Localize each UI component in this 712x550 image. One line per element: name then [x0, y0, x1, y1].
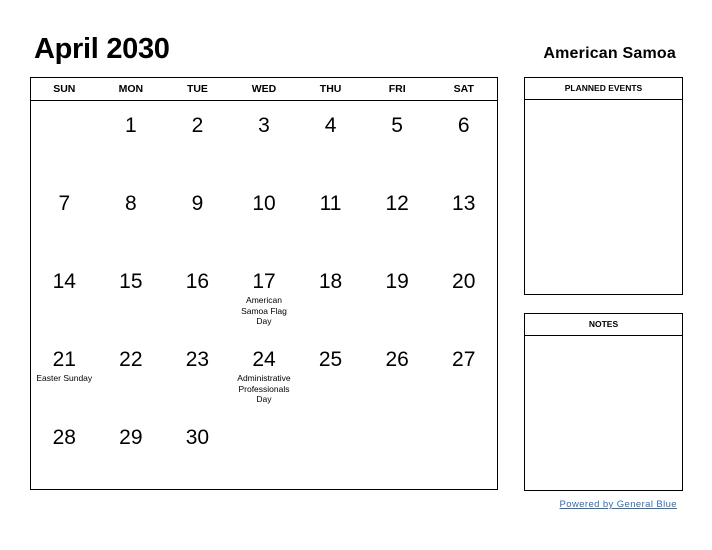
day-cell	[31, 256, 98, 334]
day-number: 11	[319, 192, 342, 215]
weekday-fri: FRI	[388, 83, 406, 95]
day-number: 24	[252, 348, 276, 371]
day-cell	[430, 256, 497, 334]
day-cell	[98, 100, 165, 178]
holiday-label: Administrative Professionals Day	[237, 373, 291, 404]
weekday-tue: TUE	[186, 83, 208, 95]
day-number: 23	[185, 348, 210, 371]
day-cell	[364, 178, 431, 256]
day-cell	[98, 256, 165, 334]
day-number: 9	[191, 192, 204, 215]
day-number: 26	[385, 348, 409, 371]
page-title: April 2030	[34, 33, 170, 65]
day-cell	[430, 412, 497, 490]
day-number: 14	[52, 270, 76, 293]
day-cell	[164, 334, 231, 412]
day-cell	[297, 334, 364, 412]
notes-panel	[524, 313, 683, 491]
day-number: 3	[258, 114, 270, 137]
day-number: 13	[452, 192, 476, 215]
day-cell	[31, 100, 98, 178]
day-number: 8	[125, 192, 137, 215]
day-cell	[430, 178, 497, 256]
day-number: 21	[52, 348, 76, 371]
day-number: 2	[191, 114, 204, 137]
planned-events-heading: PLANNED EVENTS	[525, 78, 682, 100]
day-number: 18	[318, 270, 343, 293]
day-cell	[297, 178, 364, 256]
weekday-thu: THU	[319, 83, 342, 95]
day-cell	[231, 412, 298, 490]
day-cell	[231, 256, 298, 334]
day-cell	[164, 412, 231, 490]
day-number: 5	[391, 114, 403, 137]
day-number: 25	[318, 348, 343, 371]
day-number: 15	[119, 270, 143, 293]
day-number: 20	[452, 270, 476, 293]
day-cell	[98, 334, 165, 412]
day-cell	[430, 334, 497, 412]
weekday-sun: SUN	[53, 83, 76, 95]
region-label: American Samoa	[543, 45, 676, 62]
day-number: 16	[185, 270, 210, 293]
day-cell	[231, 178, 298, 256]
notes-heading: NOTES	[525, 314, 682, 336]
day-cell	[364, 412, 431, 490]
holiday-label: American Samoa Flag Day	[241, 295, 287, 326]
weekday-sat: SAT	[453, 83, 474, 95]
day-cell	[231, 334, 298, 412]
day-cell	[297, 100, 364, 178]
day-number: 1	[125, 114, 137, 137]
day-cell	[98, 412, 165, 490]
day-cell	[364, 100, 431, 178]
weekday-header-row	[31, 78, 497, 101]
weekday-mon: MON	[118, 83, 144, 95]
day-cell	[31, 178, 98, 256]
holiday-label: Easter Sunday	[36, 373, 93, 383]
day-number: 4	[324, 114, 337, 137]
day-cell	[297, 256, 364, 334]
day-cell	[164, 100, 231, 178]
day-cell	[231, 100, 298, 178]
day-number: 27	[452, 348, 476, 371]
day-number: 10	[252, 192, 276, 215]
weekday-wed: WED	[251, 83, 277, 95]
day-number: 19	[385, 270, 409, 293]
day-number: 28	[52, 426, 76, 449]
day-cell	[430, 100, 497, 178]
day-number: 7	[58, 192, 71, 215]
day-number: 12	[385, 192, 409, 215]
powered-by-link[interactable]: Powered by General Blue	[559, 499, 677, 510]
planned-events-panel	[524, 77, 683, 295]
day-cell	[364, 256, 431, 334]
day-cell	[164, 256, 231, 334]
day-cell	[98, 178, 165, 256]
day-cell	[31, 412, 98, 490]
day-number: 29	[119, 426, 143, 449]
day-cell	[164, 178, 231, 256]
day-cell	[297, 412, 364, 490]
day-number: 6	[457, 114, 470, 137]
day-cell	[31, 334, 98, 412]
month-calendar	[30, 77, 498, 490]
day-cell	[364, 334, 431, 412]
day-number: 17	[252, 270, 276, 293]
day-grid	[31, 100, 497, 490]
day-number: 30	[185, 426, 210, 449]
day-number: 22	[119, 348, 143, 371]
